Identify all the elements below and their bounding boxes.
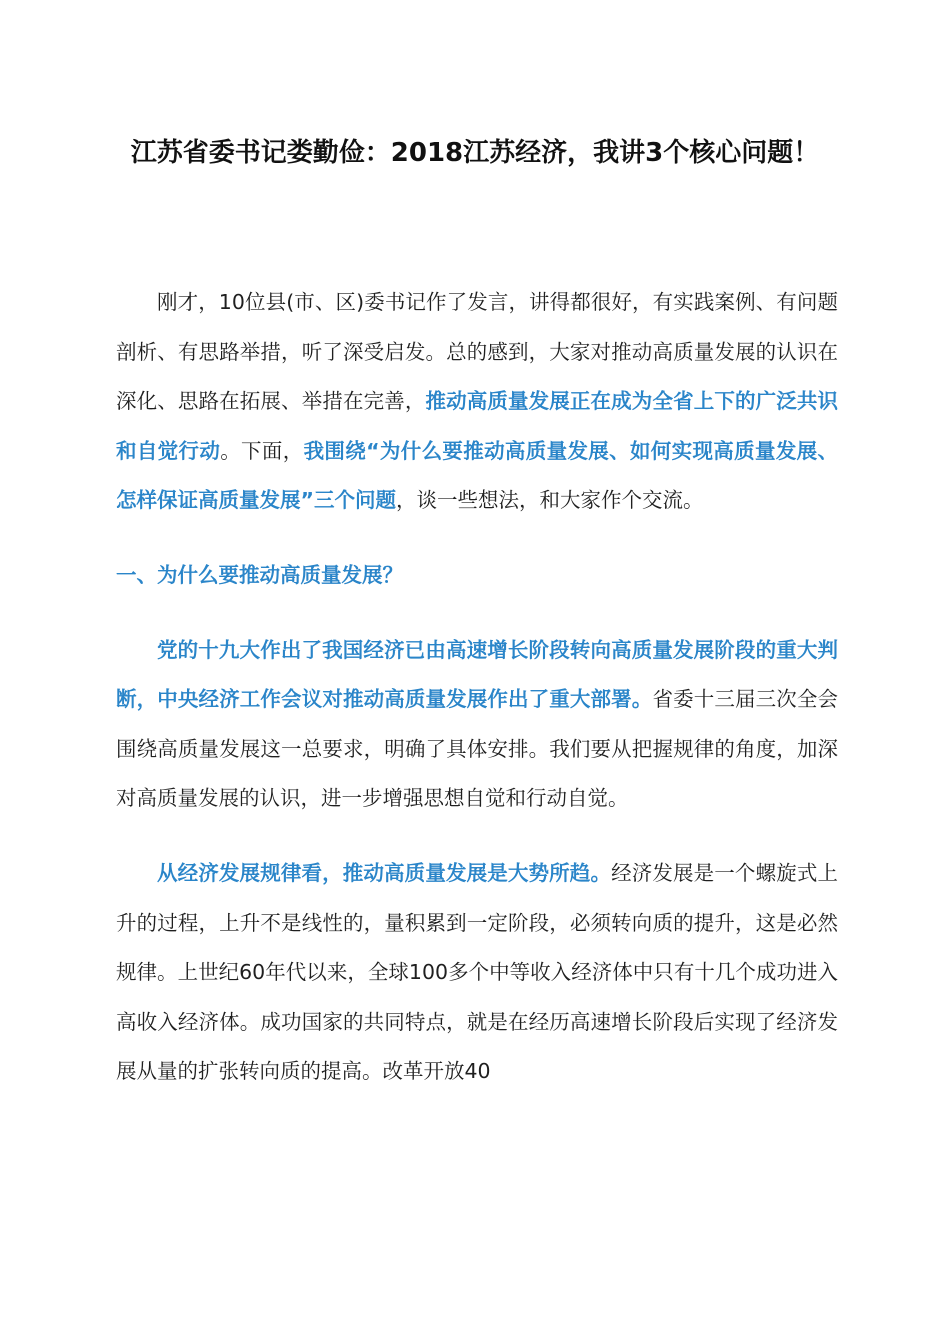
paragraph-gap <box>116 601 838 626</box>
paragraph-gap <box>116 824 838 849</box>
highlight-text: 推动高质量发展正在成为全省上下的广泛共识和自觉行动 <box>116 389 838 463</box>
paragraph-text: ，谈一些想法，和大家作个交流。 <box>395 488 704 513</box>
paragraph-text: 。下面， <box>220 438 304 463</box>
paragraph-intro <box>116 278 838 526</box>
paragraph-section1-b <box>116 849 838 1097</box>
highlight-text: 从经济发展规律看，推动高质量发展是大势所趋。 <box>157 860 612 885</box>
document-body <box>116 278 838 1097</box>
paragraph-gap <box>116 526 838 551</box>
highlight-text: 党的十九大作出了我国经济已由高速增长阶段转向高质量发展阶段的重大判断，中央经济工作会议对推动高质量发展作出了重大部署。 <box>116 637 838 712</box>
section-heading: 一、为什么要推动高质量发展？ <box>116 562 403 587</box>
paragraph-text: 省委十三届三次全会围绕高质量发展这一总要求，明确了具体安排。我们要从把握规律的角度，加深对高质量发展的认识，进一步增强思想自觉和行动自觉。 <box>116 687 839 811</box>
paragraph-text: 刚才，10位县(市、区)委书记作了发言，讲得都很好，有实践案例、有问题剖析、有思路举措，听了深受启发。总的感到，大家对推动高质量发展的认识在深化、思路在拓展、举措在完善， <box>116 290 838 414</box>
paragraph-text: 经济发展是一个螺旋式上升的过程，上升不是线性的，量积累到一定阶段，必须转向质的提升，这是必然规律。上世纪60年代以来，全球100多个中等收入经济体中只有十几个成功进入高收入经济体。成功国家的共同特点，就是在经历高速增长阶段后实现了经济发展从量的扩张转向质的提高。改革开放40 <box>116 860 838 1084</box>
highlight-text: 我围绕“为什么要推动高质量发展、如何实现高质量发展、怎样保证高质量发展”三个问题 <box>116 438 839 513</box>
paragraph-section1-a <box>116 626 838 824</box>
document-title: 江苏省委书记娄勤俭：2018江苏经济，我讲3个核心问题！ <box>130 138 820 168</box>
